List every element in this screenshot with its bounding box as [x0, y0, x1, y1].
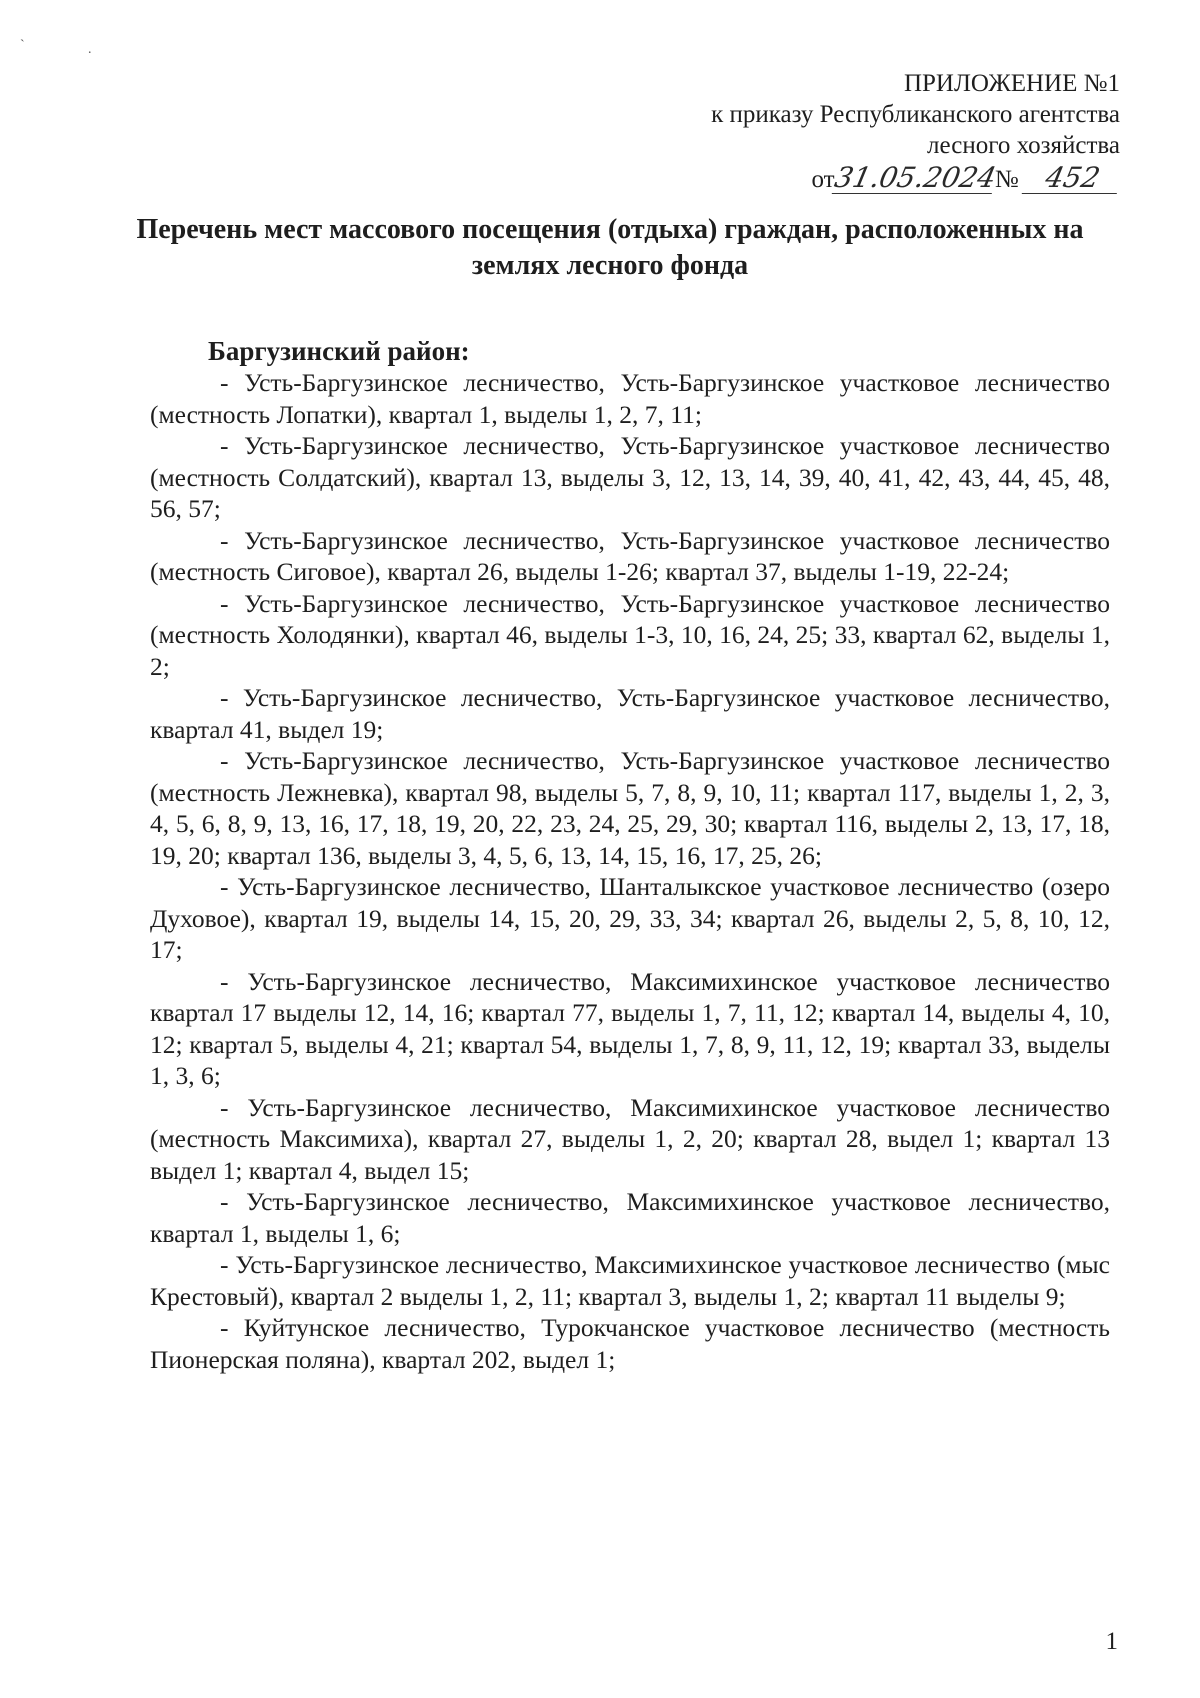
location-entry: - Усть-Баргузинское лесничество, Максимихинское участковое лесничество, квартал 1, выделы 1, 6;	[150, 1187, 1110, 1248]
location-entry: - Усть-Баргузинское лесничество, Усть-Баргузинское участковое лесничество (местность Холодянки), квартал 46, выделы 1-3, 10, 16, 24, 25; 33, квартал 62, выделы 1, 2;	[150, 588, 1110, 681]
appendix-header	[660, 68, 1120, 195]
location-entry: - Куйтунское лесничество, Турокчанское участковое лесничество (местность Пионерская поляна), квартал 202, выдел 1;	[150, 1313, 1110, 1374]
order-number-handwritten: 452	[1022, 163, 1124, 194]
from-label: от	[811, 166, 835, 193]
district-heading: Баргузинский район:	[208, 336, 470, 366]
location-entry: - Усть-Баргузинское лесничество, Шанталыкское участковое лесничество (озеро Духовое), квартал 19, выделы 14, 15, 20, 29, 33, 34; квартал 26, выделы 2, 5, 8, 10, 12, 17;	[150, 872, 1110, 964]
location-entry: - Усть-Баргузинское лесничество, Максимихинское участковое лесничество (мыс Крестовый), квартал 2 выделы 1, 2, 11; квартал 3, выделы 1, 2; квартал 11 выделы 9;	[150, 1250, 1110, 1311]
scan-speck: `	[20, 38, 25, 53]
number-label: №	[994, 166, 1019, 193]
location-entry: - Усть-Баргузинское лесничество, Усть-Баргузинское участковое лесничество (местность Лежневка), квартал 98, выделы 5, 7, 8, 9, 10, 11; квартал 117, выделы 1, 2, 3, 4, 5, 6, 8, 9, 13, 16, 17, 18, 19, 20, 22, 23, 24, 25, 29, 30; квартал 116, выделы 2, 13, 17, 18, 19, 20; квартал 136, выделы 3, 4, 5, 6, 13, 14, 15, 16, 17, 25, 26;	[150, 746, 1110, 870]
location-entry: - Усть-Баргузинское лесничество, Усть-Баргузинское участковое лесничество (местность Солдатский), квартал 13, выделы 3, 12, 13, 14, 39, 40, 41, 42, 43, 44, 45, 48, 56, 57;	[150, 431, 1110, 523]
document-title: Перечень мест массового посещения (отдыха) граждан, расположенных на землях лесного фонда	[136, 214, 1084, 281]
page-number: 1	[1105, 1628, 1118, 1655]
appendix-line-2: лесного хозяйства	[927, 132, 1120, 159]
scan-speck: .	[88, 42, 92, 57]
location-entry: - Усть-Баргузинское лесничество, Максимихинское участковое лесничество (местность Максимиха), квартал 27, выделы 1, 2, 20; квартал 28, выдел 1; квартал 13 выдел 1; квартал 4, выдел 15;	[150, 1092, 1110, 1185]
location-entry: - Усть-Баргузинское лесничество, Усть-Баргузинское участковое лесничество (местность Сиговое), квартал 26, выделы 1-26; квартал 37, выделы 1-19, 22-24;	[150, 525, 1110, 586]
document-body	[150, 335, 1110, 1375]
appendix-line-1: к приказу Республиканского агентства	[711, 101, 1120, 128]
appendix-title: ПРИЛОЖЕНИЕ №1	[903, 70, 1120, 97]
location-entry: - Усть-Баргузинское лесничество, Усть-Баргузинское участковое лесничество (местность Лопатки), квартал 1, выделы 1, 2, 7, 11;	[150, 368, 1110, 429]
location-list	[150, 367, 1110, 1375]
order-reference	[660, 163, 1120, 195]
location-entry: - Усть-Баргузинское лесничество, Усть-Баргузинское участковое лесничество, квартал 41, выдел 19;	[150, 683, 1110, 744]
location-entry: - Усть-Баргузинское лесничество, Максимихинское участковое лесничество квартал 17 выделы 12, 14, 16; квартал 77, выделы 1, 7, 11, 12; квартал 14, выделы 4, 10, 12; квартал 5, выделы 4, 21; квартал 54, выделы 1, 7, 8, 9, 11, 12, 19; квартал 33, выделы 1, 3, 6;	[150, 966, 1110, 1090]
order-date-handwritten: 31.05.2024	[831, 161, 999, 194]
